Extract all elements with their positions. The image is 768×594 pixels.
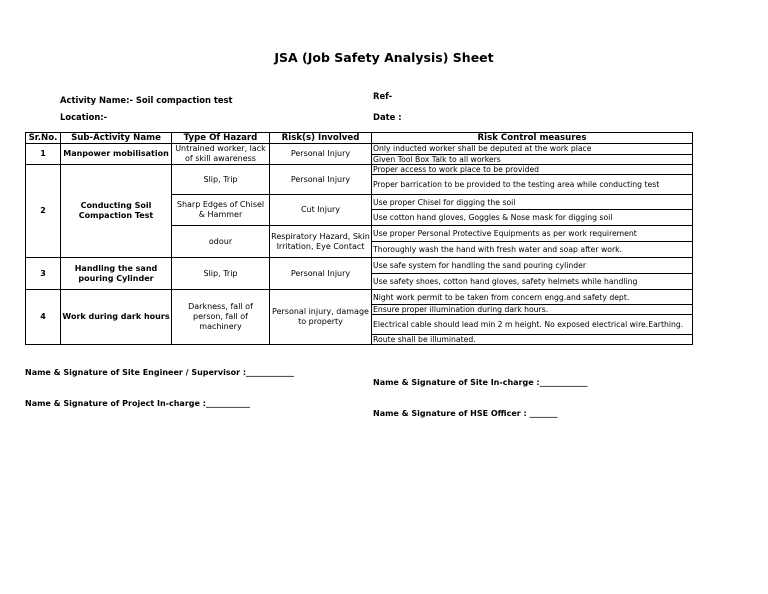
control-measure: Night work permit to be taken from concern engg.and safety dept.	[372, 290, 693, 305]
control-measure: Proper access to work place to be provided	[372, 165, 693, 175]
header-hazard: Type Of Hazard	[172, 133, 270, 144]
control-measure: Proper barrication to be provided to the testing area while conducting test	[372, 175, 693, 195]
control-measure: Thoroughly wash the hand with fresh water and soap after work.	[372, 242, 693, 258]
table-row	[26, 165, 693, 175]
control-measure: Electrical cable should lead min 2 m height. No exposed electrical wire.Earthing.	[372, 315, 693, 335]
row4-hazard: Darkness, fall of person, fall of machinery	[172, 290, 270, 345]
row2-sr: 2	[26, 165, 61, 258]
row4-sr: 4	[26, 290, 61, 345]
control-measure: Use proper Personal Protective Equipments as per work requirement	[372, 226, 693, 242]
header-sr-no: Sr.No.	[26, 133, 61, 144]
location-label: Location:-	[60, 112, 108, 122]
row2-sub-activity: Conducting Soil Compaction Test	[61, 165, 172, 258]
date-label: Date :	[373, 112, 402, 122]
control-measure: Use safe system for handling the sand pouring cylinder	[372, 258, 693, 274]
table-row	[26, 258, 693, 274]
header-controls: Risk Control measures	[372, 133, 693, 144]
row1-sub-activity: Manpower mobilisation	[61, 144, 172, 165]
row2-risk-1: Personal Injury	[270, 165, 372, 195]
page-title: JSA (Job Safety Analysis) Sheet	[274, 50, 494, 65]
row1-sr: 1	[26, 144, 61, 165]
row3-hazard: Slip, Trip	[172, 258, 270, 290]
row2-risk-3: Respiratory Hazard, Skin Irritation, Eye Contact	[270, 226, 372, 258]
row4-sub-activity: Work during dark hours	[61, 290, 172, 345]
row3-sr: 3	[26, 258, 61, 290]
row3-risk: Personal Injury	[270, 258, 372, 290]
control-measure: Ensure proper illumination during dark hours.	[372, 305, 693, 315]
table-row	[26, 144, 693, 155]
activity-name: Activity Name:- Soil compaction test	[60, 95, 233, 105]
table-row	[26, 290, 693, 305]
row4-risk: Personal injury, damage to property	[270, 290, 372, 345]
row3-sub-activity: Handling the sand pouring Cylinder	[61, 258, 172, 290]
row1-risk: Personal Injury	[270, 144, 372, 165]
row2-hazard-3: odour	[172, 226, 270, 258]
hse-officer-signature: Name & Signature of HSE Officer : _______	[373, 409, 558, 418]
control-measure: Only inducted worker shall be deputed at the work place	[372, 144, 693, 155]
row2-risk-2: Cut Injury	[270, 195, 372, 226]
control-measure: Use proper Chisel for digging the soil	[372, 195, 693, 210]
control-measure: Use safety shoes, cotton hand gloves, safety helmets while handling	[372, 274, 693, 290]
header-risk: Risk(s) Involved	[270, 133, 372, 144]
table-header-row	[26, 133, 693, 144]
jsa-table	[25, 132, 693, 345]
row2-hazard-1: Slip, Trip	[172, 165, 270, 195]
site-incharge-signature: Name & Signature of Site In-charge :____________	[373, 378, 588, 387]
control-measure: Use cotton hand gloves, Goggles & Nose mask for digging soil	[372, 210, 693, 226]
control-measure: Given Tool Box Talk to all workers	[372, 154, 693, 165]
row2-hazard-2: Sharp Edges of Chisel & Hammer	[172, 195, 270, 226]
project-incharge-signature: Name & Signature of Project In-charge :___________	[25, 399, 250, 408]
header-sub-activity: Sub-Activity Name	[61, 133, 172, 144]
control-measure: Route shall be illuminated.	[372, 335, 693, 345]
ref-label: Ref-	[373, 91, 393, 101]
site-engineer-signature: Name & Signature of Site Engineer / Supervisor :____________	[25, 368, 295, 377]
row1-hazard: Untrained worker, lack of skill awareness	[172, 144, 270, 165]
